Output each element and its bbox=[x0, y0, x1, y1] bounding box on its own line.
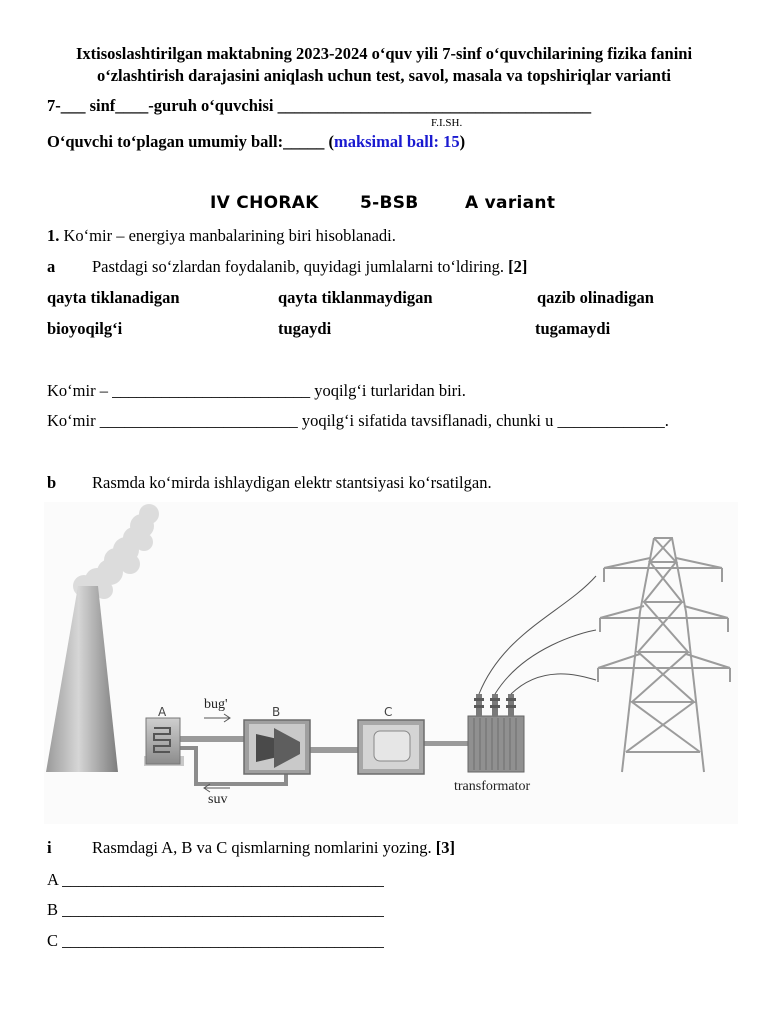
word-bank-item: qayta tiklanmaydigan bbox=[278, 288, 433, 307]
part-a-marks: [2] bbox=[508, 257, 528, 276]
power-station-diagram bbox=[44, 502, 738, 824]
variant-label: A variant bbox=[465, 193, 556, 213]
score-close: ) bbox=[459, 132, 466, 151]
answer-line-c: C _______________________________________ bbox=[47, 931, 384, 950]
label-c: C bbox=[384, 705, 393, 719]
part-i-marks: [3] bbox=[435, 838, 455, 857]
part-b-text: Rasmda ko‘mirda ishlaydigan elektr stantsiyasi ko‘rsatilgan. bbox=[92, 473, 492, 492]
part-a-instruction bbox=[92, 257, 527, 277]
word-bank-item: qayta tiklanadigan bbox=[47, 288, 180, 307]
word-bank-item: tugaydi bbox=[278, 319, 332, 338]
question-number: 1. bbox=[47, 226, 60, 245]
fill-sentence-2: Ko‘mir ________________________ yoqilg‘i sifatida tavsiflanadi, chunki u _____________. bbox=[47, 411, 669, 430]
fish-label: F.I.SH. bbox=[431, 117, 463, 129]
word-bank-item: qazib olinadigan bbox=[537, 288, 654, 307]
part-b-letter: b bbox=[47, 473, 57, 492]
fill-sentence-1: Ko‘mir – ________________________ yoqilg‘i turlaridan biri. bbox=[47, 381, 466, 400]
question-1 bbox=[47, 226, 396, 246]
quarter-label: IV CHORAK bbox=[210, 193, 319, 213]
label-b: B bbox=[272, 705, 281, 719]
answer-line-b: B _______________________________________ bbox=[47, 900, 384, 919]
score-line bbox=[47, 132, 465, 152]
label-a: A bbox=[158, 705, 167, 719]
question-statement: Ko‘mir – energiya manbalarining biri hisoblanadi. bbox=[63, 226, 396, 245]
steam-label: bug' bbox=[204, 697, 228, 712]
water-label: suv bbox=[208, 792, 228, 807]
section-code: 5-BSB bbox=[360, 193, 419, 213]
word-bank-item: bioyoqilg‘i bbox=[47, 319, 123, 338]
student-name-line: 7-___ sinf____-guruh o‘quvchisi ______________________________________ bbox=[47, 96, 592, 115]
part-i-text: Rasmdagi A, B va C qismlarning nomlarini yozing. bbox=[92, 838, 432, 857]
score-label: O‘quvchi to‘plagan umumiy ball:_____ ( bbox=[47, 132, 334, 151]
answer-line-a: A _______________________________________ bbox=[47, 870, 384, 889]
page-title-line-1: Ixtisoslashtirilgan maktabning 2023-2024 o‘quv yili 7-sinf o‘quvchilarining fizika fanini bbox=[75, 44, 693, 63]
max-score: maksimal ball: 15 bbox=[333, 132, 460, 151]
part-a-letter: a bbox=[47, 257, 56, 276]
word-bank-item: tugamaydi bbox=[535, 319, 611, 338]
transformer-label: transformator bbox=[454, 779, 531, 794]
part-i-letter: i bbox=[47, 838, 52, 857]
part-i-instruction bbox=[92, 838, 455, 858]
part-a-text: Pastdagi so‘zlardan foydalanib, quyidagi jumlalarni to‘ldiring. bbox=[92, 257, 504, 276]
page-title-line-2: o‘zlashtirish darajasini aniqlash uchun test, savol, masala va topshiriqlar varianti bbox=[96, 66, 672, 85]
